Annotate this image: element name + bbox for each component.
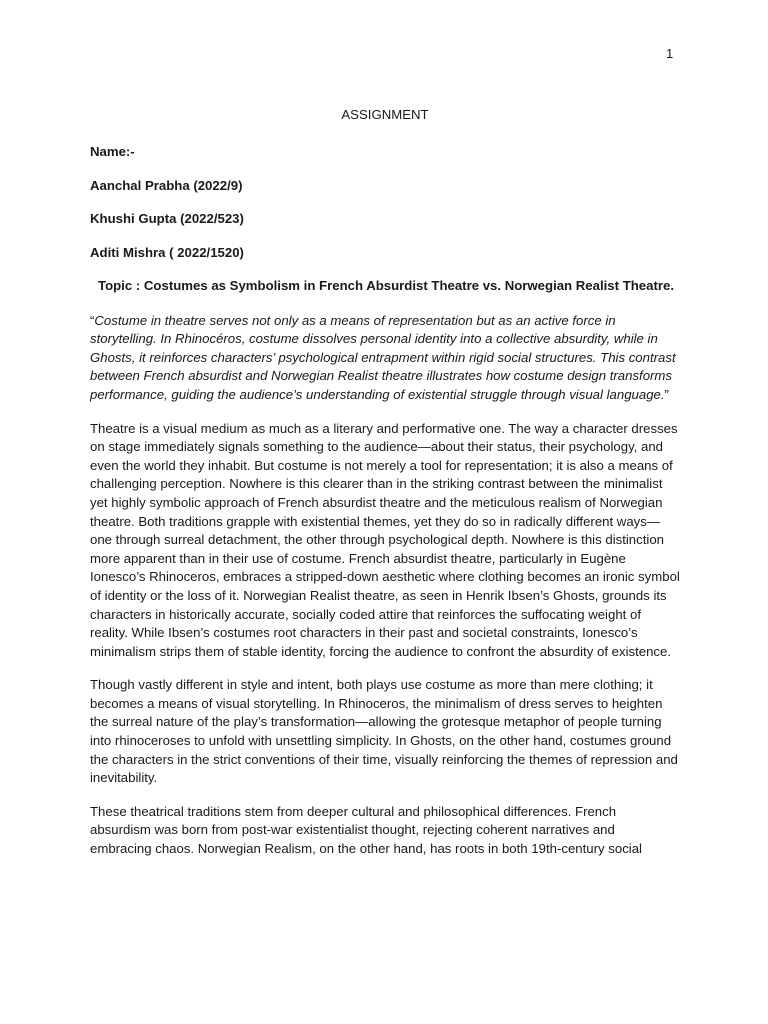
name-label: Name:- [90, 144, 135, 159]
body-paragraph: Theatre is a visual medium as much as a literary and performative one. The way a character dresses on stage immediately signals something to the audience—about their status, their psychology, and even the world they inhabit. But costume is not merely a tool for representation; it is also a means of challenging perception. Nowhere is this clearer than in the striking contrast between the minimalist yet highly symbolic approach of French absurdist theatre and the meticulous realism of Norwegian theatre. Both traditions grapple with existential themes, yet they do so in radically different ways—one through surreal detachment, the other through psychological depth. Nowhere is this distinction more apparent than in their use of costume. French absurdist theatre, particularly in Eugène Ionesco’s Rhinoceros, embraces a stripped-down aesthetic where clothing becomes an ironic symbol of identity or the loss of it. Norwegian Realist theatre, as seen in Henrik Ibsen’s Ghosts, grounds its characters in historically accurate, socially coded attire that reinforces the suffocating weight of reality. While Ibsen’s costumes root characters in their past and societal constraints, Ionesco’s minimalism strips them of stable identity, forcing the audience to confront the absurdity of existence. [90, 420, 680, 659]
body-paragraph: These theatrical traditions stem from deeper cultural and philosophical differences. French absurdism was born from post-war existentialist thought, rejecting coherent narratives and embracing chaos. Norwegian Realism, on the other hand, has roots in both 19th-century social [90, 803, 642, 857]
document-body [90, 105, 680, 874]
author-line: Aditi Mishra ( 2022/1520) [90, 244, 244, 260]
author-line: Aanchal Prabha (2022/9) [90, 177, 243, 193]
abstract-quote [90, 312, 680, 405]
abstract-close-quote: ” [664, 386, 669, 402]
abstract-open-quote: “ [90, 312, 95, 328]
topic-text: Topic : Costumes as Symbolism in French Absurdist Theatre vs. Norwegian Realist Theatre. [98, 278, 674, 293]
page-number: 1 [666, 46, 674, 61]
author-line: Khushi Gupta (2022/523) [90, 211, 244, 226]
topic-heading [90, 277, 680, 296]
abstract-text: Costume in theatre serves not only as a means of representation but as an active force in storytelling. In Rhinocéros, costume dissolves personal identity into a collective absurdity, while in Ghosts, it reinforces characters’ psychological entrapment within rigid social structures. This contrast between French absurdist and Norwegian Realist theatre illustrates how costume design transforms performance, guiding the audience’s understanding of existential struggle through visual language. [90, 312, 676, 402]
document-title: ASSIGNMENT [341, 107, 429, 122]
body-paragraph: Though vastly different in style and intent, both plays use costume as more than mere clothing; it becomes a means of visual storytelling. In Rhinoceros, the minimalism of dress serves to heighten the surreal nature of the play’s transformation—allowing the grotesque metaphor of people turning into rhinoceroses to unfold with unsettling simplicity. In Ghosts, on the other hand, costumes ground the characters in the strict conventions of their time, visually reinforcing the themes of repression and inevitability. [90, 677, 678, 786]
